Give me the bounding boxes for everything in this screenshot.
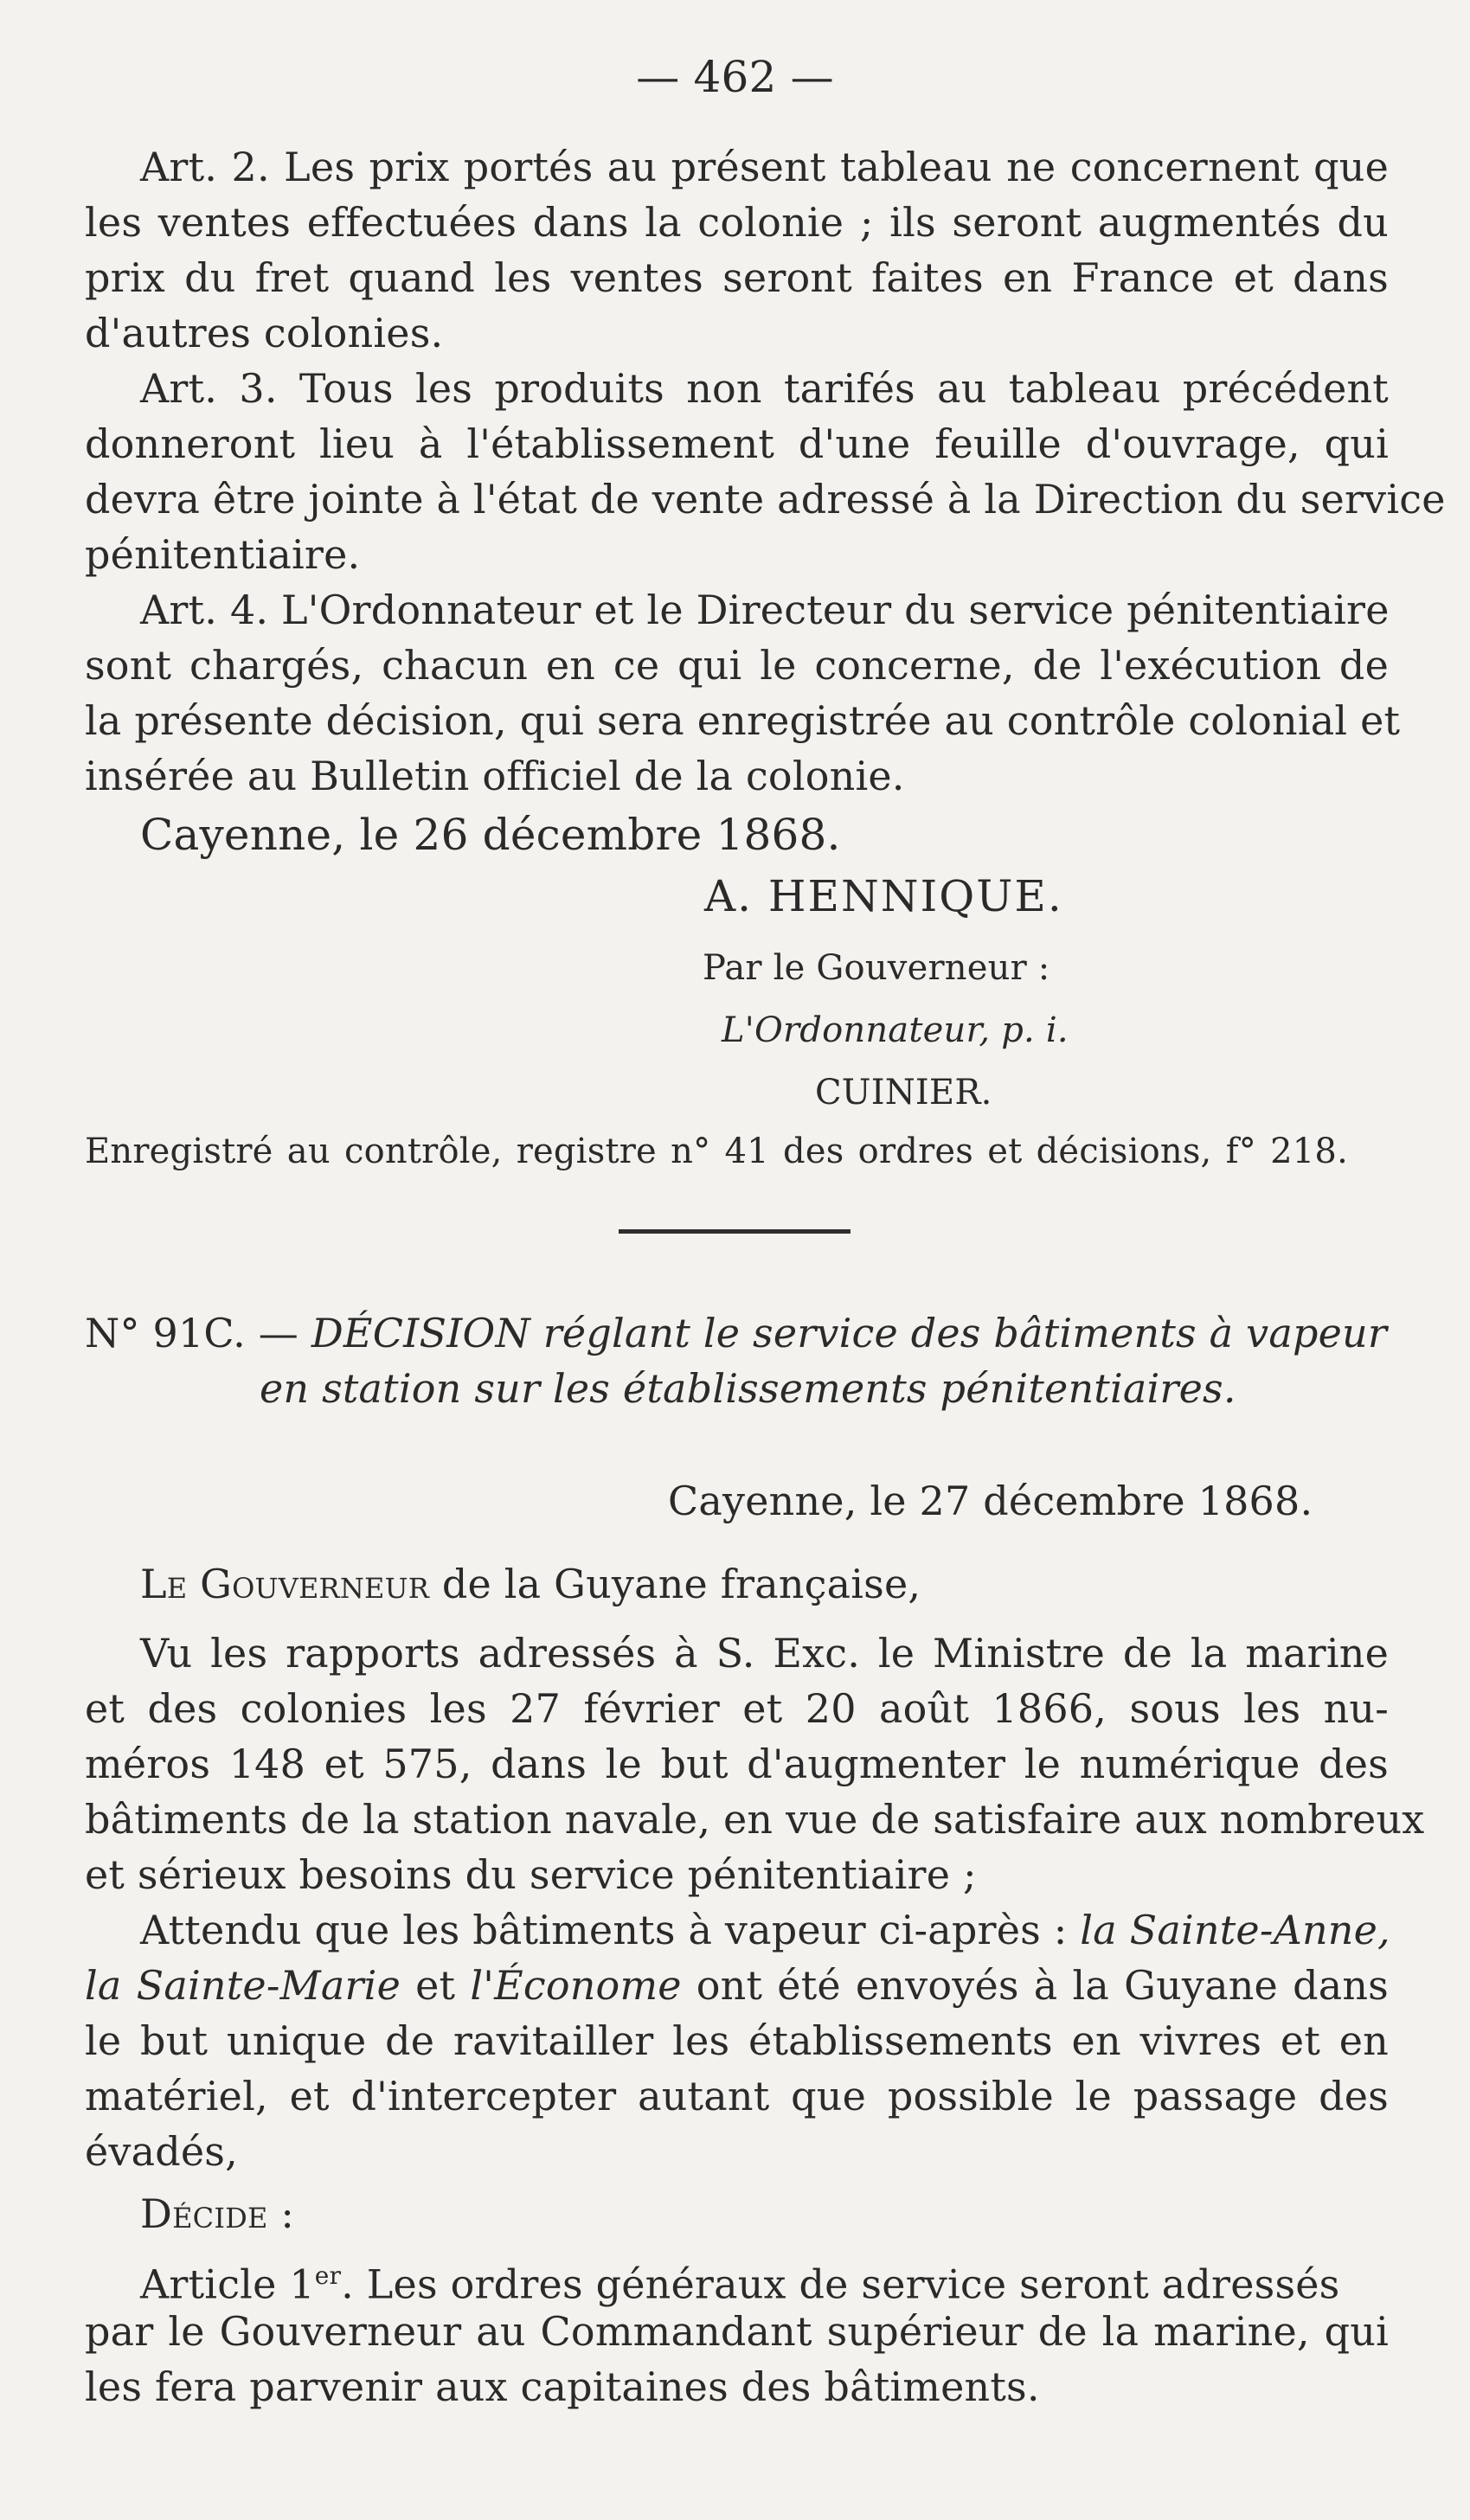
article1-line [140,2249,1389,2311]
registration-note: Enregistré au contrôle, registre n° 41 des ordres et décisions, f° 218. [85,1132,1348,1171]
decide-heading: Décide : [140,2190,295,2237]
ordonnateur-title: L'Ordonnateur, p. i. [722,1010,1069,1050]
attendu-line [85,1959,1389,2012]
art2-line: les ventes effectuées dans la colonie ; ils seront augmentés du [85,199,1389,246]
section-divider [619,1229,851,1234]
art2-line: prix du fret quand les ventes seront faites en France et dans [85,254,1389,301]
attendu-text: et [401,1962,471,2009]
art4-line: la présente décision, qui sera enregistrée au contrôle colonial et [85,697,1401,744]
by-governor: Par le Gouverneur : [703,948,1050,988]
article1-line: les fera parvenir aux capitaines des bâtiments. [85,2363,1040,2410]
art4-line: insérée au Bulletin officiel de la colonie. [85,753,905,799]
vu-line: et des colonies les 27 février et 20 août 1866, sous les nu- [85,1685,1389,1732]
place-date: Cayenne, le 26 décembre 1868. [140,810,841,860]
vu-line: méros 148 et 575, dans le but d'augmenter le numérique des [85,1741,1389,1787]
page-number: — 462 — [636,52,834,102]
art3-line: devra être jointe à l'état de vente adressé à la Direction du service [85,476,1446,523]
art4-line: Art. 4. L'Ordonnateur et le Directeur du service pénitentiaire [140,587,1390,633]
attendu-line: le but unique de ravitailler les établissements en vivres et en [85,2017,1389,2064]
decision-heading [85,1306,1400,1360]
article1-line: par le Gouverneur au Commandant supérieur de la marine, qui [85,2308,1389,2355]
article1-text: . Les ordres généraux de service seront adressés [341,2260,1340,2308]
attendu-line: matériel, et d'intercepter autant que possible le passage des [85,2073,1389,2119]
art2-line: d'autres colonies. [85,310,444,356]
attendu-line: évadés, [85,2128,238,2175]
art3-line: donneront lieu à l'établissement d'une feuille d'ouvrage, qui [85,420,1389,467]
art2-line: Art. 2. Les prix portés au présent tableau ne concernent que [140,144,1389,190]
vu-line: et sérieux besoins du service pénitentiaire ; [85,1851,977,1898]
article1-label: Article 1 [140,2260,315,2308]
art3-line: Art. 3. Tous les produits non tarifés au tableau précédent [140,365,1389,412]
vu-line: bâtiments de la station navale, en vue de satisfaire aux nombreux [85,1796,1425,1843]
art4-line: sont chargés, chacun en ce qui le concerne, de l'exécution de [85,642,1389,689]
attendu-line [140,1903,1389,1957]
vu-line: Vu les rapports adressés à S. Exc. le Ministre de la marine [140,1630,1389,1677]
decision-date: Cayenne, le 27 décembre 1868. [668,1478,1313,1524]
gouverneur-label: Le Gouverneur [140,1561,430,1607]
decision-title-cont: en station sur les établissements pénitentiaires. [260,1365,1236,1412]
attendu-text: ont été envoyés à la Guyane dans [681,1962,1389,2009]
ship-name: la Sainte-Anne, [1080,1907,1390,1953]
attendu-text: Attendu que les bâtiments à vapeur ci-après : [140,1907,1081,1953]
decision-number: N° 91C. — [85,1310,311,1356]
ship-name: la Sainte-Marie [85,1962,401,2009]
gouverneur-rest: de la Guyane française, [429,1561,921,1607]
gouverneur-line [140,1557,921,1611]
article1-sup: er [314,2261,342,2290]
decision-title: DÉCISION réglant le service des bâtiments à vapeur [311,1310,1388,1356]
art3-line: pénitentiaire. [85,531,361,578]
ship-name: l'Économe [470,1962,682,2009]
ordonnateur-name: CUINIER. [815,1073,992,1113]
signatory: A. HENNIQUE. [704,871,1063,921]
